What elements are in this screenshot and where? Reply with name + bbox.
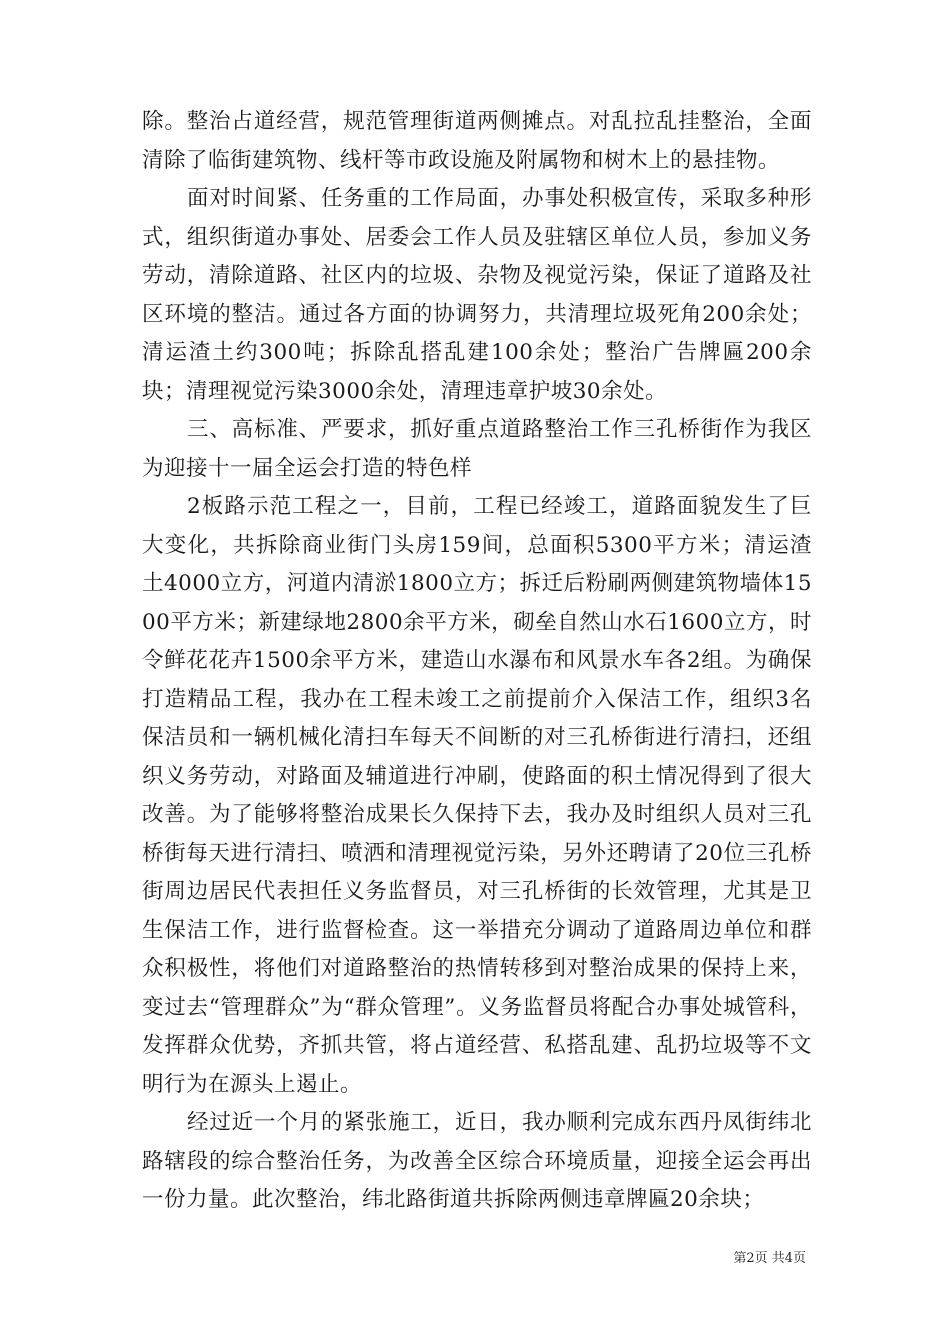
paragraph-2: 面对时间紧、任务重的工作局面，办事处积极宣传，采取多种形式，组织街道办事处、居委会工作人员及驻辖区单位人员，参加义务劳动，清除道路、社区内的垃圾、杂物及视觉污染，保证了道路及社区环境的整洁。通过各方面的协调努力，共清理垃圾死角200余处；清运渣土约300吨；拆除乱搭乱建100余处；整治广告牌匾200余块；清理视觉污染3000余处，清理违章护坡30余处。 (142, 186, 812, 404)
paragraph-1: 除。整治占道经营，规范管理街道两侧摊点。对乱拉乱挂整治，全面清除了临街建筑物、线杆等市政设施及附属物和树木上的悬挂物。 (142, 109, 812, 173)
document-body (142, 103, 812, 1220)
paragraph-3-section-heading: 三、高标准、严要求，抓好重点道路整治工作三孔桥街作为我区为迎接十一届全运会打造的特色样 (142, 417, 812, 481)
paragraph-4: 2板路示范工程之一，目前，工程已经竣工，道路面貌发生了巨大变化，共拆除商业街门头房159间，总面积5300平方米；清运渣土4000立方，河道内清淤1800立方；拆迁后粉刷两侧建筑物墙体1500平方米；新建绿地2800余平方米，砌垒自然山水石1600立方，时令鲜花花卉1500余平方米，建造山水瀑布和风景水车各2组。为确保打造精品工程，我办在工程未竣工之前提前介入保洁工作，组织3名保洁员和一辆机械化清扫车每天不间断的对三孔桥街进行清扫，还组织义务劳动，对路面及辅道进行冲刷，使路面的积土情况得到了很大改善。为了能够将整治成果长久保持下去，我办及时组织人员对三孔桥街每天进行清扫、喷洒和清理视觉污染，另外还聘请了20位三孔桥街周边居民代表担任义务监督员，对三孔桥街的长效管理，尤其是卫生保洁工作，进行监督检查。这一举措充分调动了道路周边单位和群众积极性，将他们对道路整治的热情转移到对整治成果的保持上来，变过去“管理群众”为“群众管理”。义务监督员将配合办事处城管科，发挥群众优势，齐抓共管，将占道经营、私搭乱建、乱扔垃圾等不文明行为在源头上遏止。 (142, 494, 812, 1097)
page-number-footer: 第2页 共4页 (733, 1251, 806, 1266)
paragraph-5: 经过近一个月的紧张施工，近日，我办顺利完成东西丹凤街纬北路辖段的综合整治任务，为改善全区综合环境质量，迎接全运会再出一份力量。此次整治，纬北路街道共拆除两侧违章牌匾20余块； (142, 1110, 812, 1212)
